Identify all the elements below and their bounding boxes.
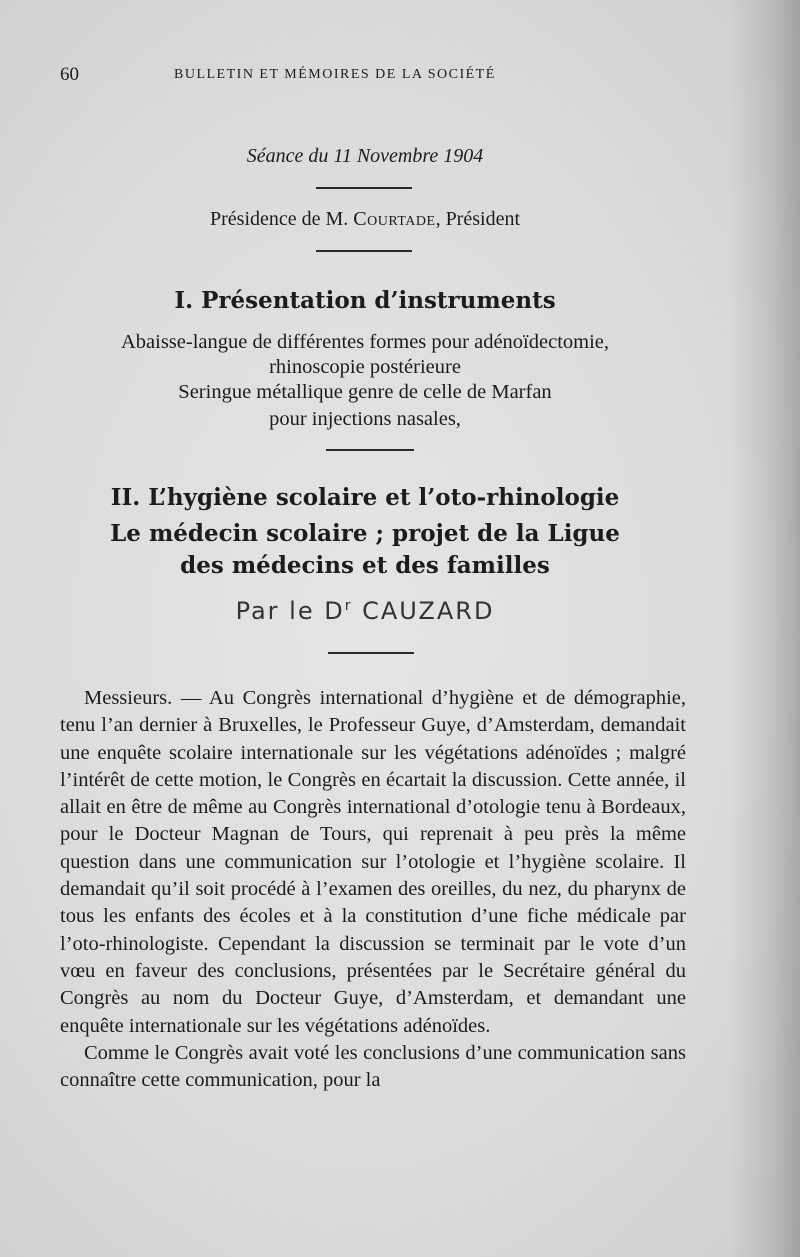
page-edge-shadow <box>730 0 800 1257</box>
body-text <box>60 685 686 1094</box>
paragraph: Messieurs. — Au Congrès international d’hygiène et de démographie, tenu l’an dernier à Bruxelles, le Professeur Guye, d’Amsterdam, demandait une enquête scolaire internationale sur les végétations adénoïdes ; malgré l’intérêt de cette motion, le Congrès en écartait la discussion. Cette année, il allait en être de même au Congrès international d’otologie tenu à Bordeaux, pour le Docteur Magnan de Tours, qui reprenait à peu près la même question dans une communication sur l’otologie et l’hygiène scolaire. Il demandait qu’il soit procédé à l’examen des oreilles, du nez, du pharynx de tous les enfants des écoles et à la constitution d’une fiche médicale par l’oto-rhinologiste. Cependant la discussion se terminait par le vote d’un vœu en faveur des conclusions, présentées par le Secrétaire général du Congrès au nom du Docteur Guye, d’Amsterdam, et demandant une enquête internationale sur les végétations adénoïdes. <box>60 687 686 1037</box>
section-2-subtitle: Le médecin scolaire ; projet de la Ligue <box>110 520 620 547</box>
session-date: Séance du 11 Novembre 1904 <box>246 145 484 167</box>
instrument-line: rhinoscopie postérieure <box>269 356 461 378</box>
presidence-suffix: , Président <box>435 208 520 230</box>
presidence-line <box>0 208 730 231</box>
divider-rule <box>316 250 412 252</box>
page-number: 60 <box>60 64 79 85</box>
instrument-line: Seringue métallique genre de celle de Marfan <box>178 381 552 403</box>
divider-rule <box>328 652 414 654</box>
instrument-line: Abaisse-langue de différentes formes pour adénoïdectomie, <box>120 331 610 353</box>
section-2-subtitle: des médecins et des familles <box>180 552 550 579</box>
divider-rule <box>326 449 414 451</box>
author-line <box>0 597 730 625</box>
president-name: Courtade <box>353 208 436 230</box>
author-name: CAUZARD <box>352 597 495 625</box>
divider-rule <box>316 187 412 189</box>
author-title-sup: r <box>344 598 353 614</box>
page-header <box>60 64 620 88</box>
author-prefix: Par le D <box>235 597 345 625</box>
section-2-title: II. L’hygiène scolaire et l’oto-rhinologie <box>110 484 620 511</box>
presidence-prefix: Présidence de M. <box>210 208 354 230</box>
paragraph: Comme le Congrès avait voté les conclusions d’une communication sans connaître cette communication, pour la <box>60 1041 686 1092</box>
running-head: BULLETIN ET MÉMOIRES DE LA SOCIÉTÉ <box>174 67 496 82</box>
section-1-title: I. Présentation d’instruments <box>174 287 556 314</box>
instrument-line: pour injections nasales, <box>269 408 461 430</box>
